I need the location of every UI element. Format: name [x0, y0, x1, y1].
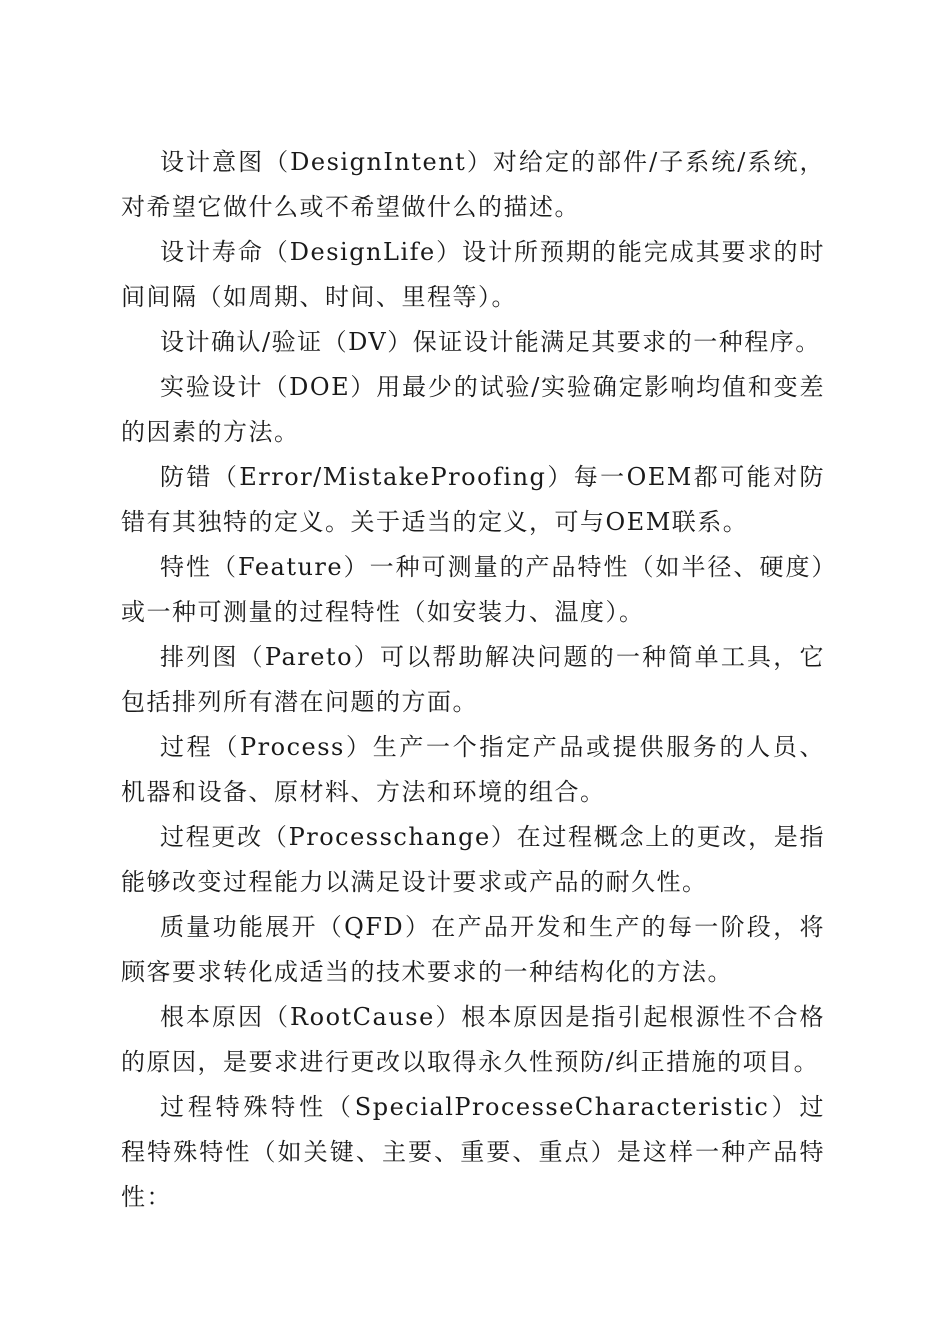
- definition-design-validation: 设计确认/验证（DV）保证设计能满足其要求的一种程序。: [160, 328, 821, 356]
- definition-qfd: 质量功能展开（QFD）在产品开发和生产的每一阶段，将顾客要求转化成适当的技术要求的一种结构化的方法。: [121, 913, 825, 986]
- definition-design-intent: 设计意图（DesignIntent）对给定的部件/子系统/系统，对希望它做什么或不希望做什么的描述。: [121, 148, 825, 221]
- definition-root-cause: 根本原因（RootCause）根本原因是指引起根源性不合格的原因，是要求进行更改以取得永久性预防/纠正措施的项目。: [121, 1003, 825, 1076]
- definition-doe: 实验设计（DOE）用最少的试验/实验确定影响均值和变差的因素的方法。: [121, 373, 825, 446]
- document-body: [121, 140, 825, 1220]
- definition-error-proofing: 防错（Error/MistakeProofing）每一OEM都可能对防错有其独特的定义。关于适当的定义，可与OEM联系。: [121, 463, 825, 536]
- definition-pareto: 排列图（Pareto）可以帮助解决问题的一种简单工具，它包括排列所有潜在问题的方面。: [121, 643, 825, 716]
- definition-process-change: 过程更改（Processchange）在过程概念上的更改，是指能够改变过程能力以满足设计要求或产品的耐久性。: [121, 823, 825, 896]
- definition-process: 过程（Process）生产一个指定产品或提供服务的人员、机器和设备、原材料、方法和环境的组合。: [121, 733, 825, 806]
- definition-design-life: 设计寿命（DesignLife）设计所预期的能完成其要求的时间间隔（如周期、时间、里程等）。: [121, 238, 825, 311]
- definition-special-process-characteristic: 过程特殊特性（SpecialProcesseCharacteristic）过程特殊特性（如关键、主要、重要、重点）是这样一种产品特性：: [121, 1093, 825, 1211]
- definition-feature: 特性（Feature）一种可测量的产品特性（如半径、硬度）或一种可测量的过程特性（如安装力、温度）。: [121, 553, 825, 626]
